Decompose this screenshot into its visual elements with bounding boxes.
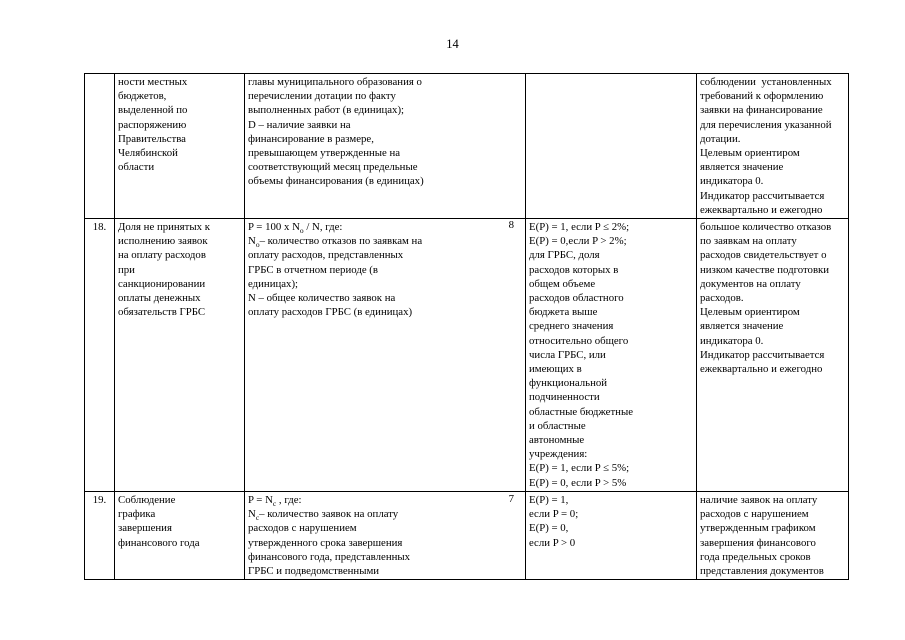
weight-value-18: 8: [508, 219, 514, 231]
weight-value-19: 7: [508, 493, 514, 505]
indicators-table: [84, 73, 849, 580]
indicator-name-cell: ности местных бюджетов, выделенной по распоряжению Правительства Челябинской области: [115, 74, 245, 219]
table-row: [85, 74, 849, 219]
formula-cell: главы муниципального образования о перечислении дотации по факту выполненных работ (в единицах); D – наличие заявки на финансирование в размере, превышающем утвержденные на соответствующий месяц предельные объемы финансирования (в единицах): [245, 74, 526, 219]
evaluation-cell: [526, 74, 697, 219]
row-number-cell: [85, 74, 115, 219]
notes-cell: большое количество отказов по заявкам на оплату расходов свидетельствует о низком качестве подготовки документов на оплату расходов. Целевым ориентиром является значение индикатора 0. Индикатор рассчитывается ежеквартально и ежегодно: [697, 219, 849, 492]
evaluation-cell: E(P) = 1, если P = 0; E(P) = 0, если P > 0: [526, 492, 697, 580]
table-row: [85, 219, 849, 492]
page-number: 14: [446, 37, 459, 51]
indicator-name-cell: Соблюдение графика завершения финансового года: [115, 492, 245, 580]
evaluation-cell: E(P) = 1, если P ≤ 2%; E(P) = 0,если P > 2%; для ГРБС, доля расходов которых в общем объеме расходов областного бюджета выше среднего значения относительно общего числа ГРБС, или имеющих в функциональной подчиненности областные бюджетные и областные автономные учреждения: E(P) = 1, если P ≤ 5%; E(P) = 0, если P > 5%: [526, 219, 697, 492]
formula-cell: P = 100 x $N_o$ / N, где: $N_о-$ количество отказов по заявкам на оплату расходов, представленных ГРБС в отчетном периоде (в единицах); N – общее количество заявок на оплату расходов ГРБС (в единицах): [245, 219, 526, 492]
formula-cell: $P = N_c$ , где: $N_c-$ количество заявок на оплату расходов с нарушением утвержденного срока завершения финансового года, представленных ГРБС и подведомственными: [245, 492, 526, 580]
row-number-cell: 19.: [85, 492, 115, 580]
notes-cell: наличие заявок на оплату расходов с нарушением утвержденным графиком завершения финансового года предельных сроков представления документов: [697, 492, 849, 580]
table-row: [85, 492, 849, 580]
indicator-name-cell: Доля не принятых к исполнению заявок на оплату расходов при санкционировании оплаты денежных обязательств ГРБС: [115, 219, 245, 492]
notes-cell: соблюдении установленных требований к оформлению заявки на финансирование для перечисления указанной дотации. Целевым ориентиром является значение индикатора 0. Индикатор рассчитывается ежеквартально и ежегодно: [697, 74, 849, 219]
row-number-cell: 18.: [85, 219, 115, 492]
